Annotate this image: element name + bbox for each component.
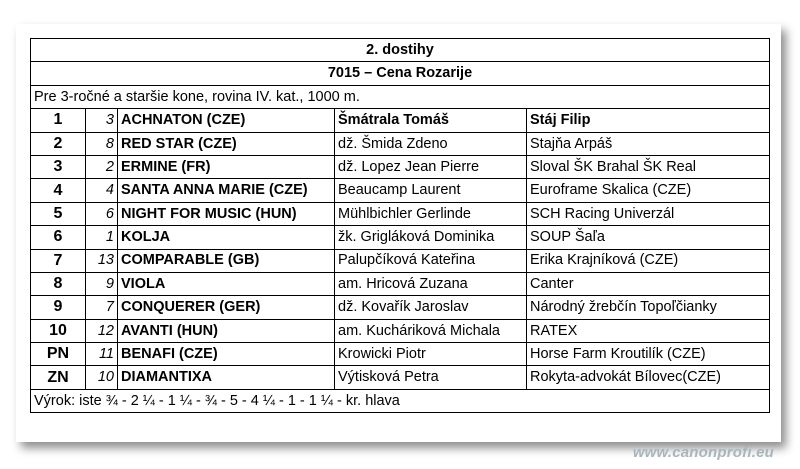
jockey-name: žk. Grigláková Dominika [335,226,527,249]
race-title: 2. dostihy [31,39,770,62]
finish-position: 2 [31,132,86,155]
finish-position: 4 [31,179,86,202]
race-conditions: Pre 3-ročné a staršie kone, rovina IV. kat., 1000 m. [31,85,770,108]
finish-position: 10 [31,319,86,342]
finish-position: 9 [31,296,86,319]
finish-position: 3 [31,155,86,178]
finish-position: 7 [31,249,86,272]
horse-name: DIAMANTIXA [118,366,335,389]
start-number: 3 [86,109,118,132]
finish-position: 5 [31,202,86,225]
jockey-name: Palupčíková Kateřina [335,249,527,272]
jockey-name: dž. Kovařík Jaroslav [335,296,527,319]
horse-name: AVANTI (HUN) [118,319,335,342]
race-title-row [31,39,770,62]
finish-position: 1 [31,109,86,132]
result-row [31,109,770,132]
result-row [31,366,770,389]
owner-name: RATEX [527,319,770,342]
result-row [31,179,770,202]
start-number: 2 [86,155,118,178]
horse-name: SANTA ANNA MARIE (CZE) [118,179,335,202]
result-row [31,343,770,366]
start-number: 7 [86,296,118,319]
start-number: 13 [86,249,118,272]
owner-name: Canter [527,272,770,295]
finish-position: PN [31,343,86,366]
jockey-name: Beaucamp Laurent [335,179,527,202]
jockey-name: Mühlbichler Gerlinde [335,202,527,225]
start-number: 4 [86,179,118,202]
finish-position: 8 [31,272,86,295]
owner-name: Rokyta-advokát Bílovec(CZE) [527,366,770,389]
owner-name: SCH Racing Univerzál [527,202,770,225]
result-row [31,249,770,272]
results-card [16,24,781,442]
race-name-row [31,62,770,85]
jockey-name: Šmátrala Tomáš [335,109,527,132]
jockey-name: am. Kucháriková Michala [335,319,527,342]
horse-name: KOLJA [118,226,335,249]
owner-name: Erika Krajníková (CZE) [527,249,770,272]
result-row [31,296,770,319]
finish-position: ZN [31,366,86,389]
result-row [31,226,770,249]
owner-name: Stáj Filip [527,109,770,132]
owner-name: Národný žrebčín Topoľčianky [527,296,770,319]
race-results-table [30,38,770,413]
result-row [31,155,770,178]
race-name: 7015 – Cena Rozarije [31,62,770,85]
finish-position: 6 [31,226,86,249]
owner-name: SOUP Šaľa [527,226,770,249]
result-row [31,272,770,295]
race-conditions-row [31,85,770,108]
horse-name: ACHNATON (CZE) [118,109,335,132]
jockey-name: am. Hricová Zuzana [335,272,527,295]
horse-name: COMPARABLE (GB) [118,249,335,272]
result-row [31,319,770,342]
horse-name: NIGHT FOR MUSIC (HUN) [118,202,335,225]
start-number: 10 [86,366,118,389]
start-number: 12 [86,319,118,342]
horse-name: VIOLA [118,272,335,295]
start-number: 6 [86,202,118,225]
watermark: www.canonprofi.eu [632,444,774,461]
start-number: 1 [86,226,118,249]
jockey-name: Krowicki Piotr [335,343,527,366]
start-number: 8 [86,132,118,155]
jockey-name: dž. Lopez Jean Pierre [335,155,527,178]
result-row [31,132,770,155]
jockey-name: dž. Šmida Zdeno [335,132,527,155]
start-number: 11 [86,343,118,366]
margins-row [31,389,770,412]
horse-name: CONQUERER (GER) [118,296,335,319]
horse-name: RED STAR (CZE) [118,132,335,155]
result-row [31,202,770,225]
owner-name: Horse Farm Kroutilík (CZE) [527,343,770,366]
margins-text: Výrok: iste ¾ - 2 ¼ - 1 ¼ - ¾ - 5 - 4 ¼ - 1 - 1 ¼ - kr. hlava [31,389,770,412]
horse-name: ERMINE (FR) [118,155,335,178]
start-number: 9 [86,272,118,295]
owner-name: Sloval ŠK Brahal ŠK Real [527,155,770,178]
jockey-name: Výtisková Petra [335,366,527,389]
horse-name: BENAFI (CZE) [118,343,335,366]
owner-name: Stajňa Arpáš [527,132,770,155]
owner-name: Euroframe Skalica (CZE) [527,179,770,202]
